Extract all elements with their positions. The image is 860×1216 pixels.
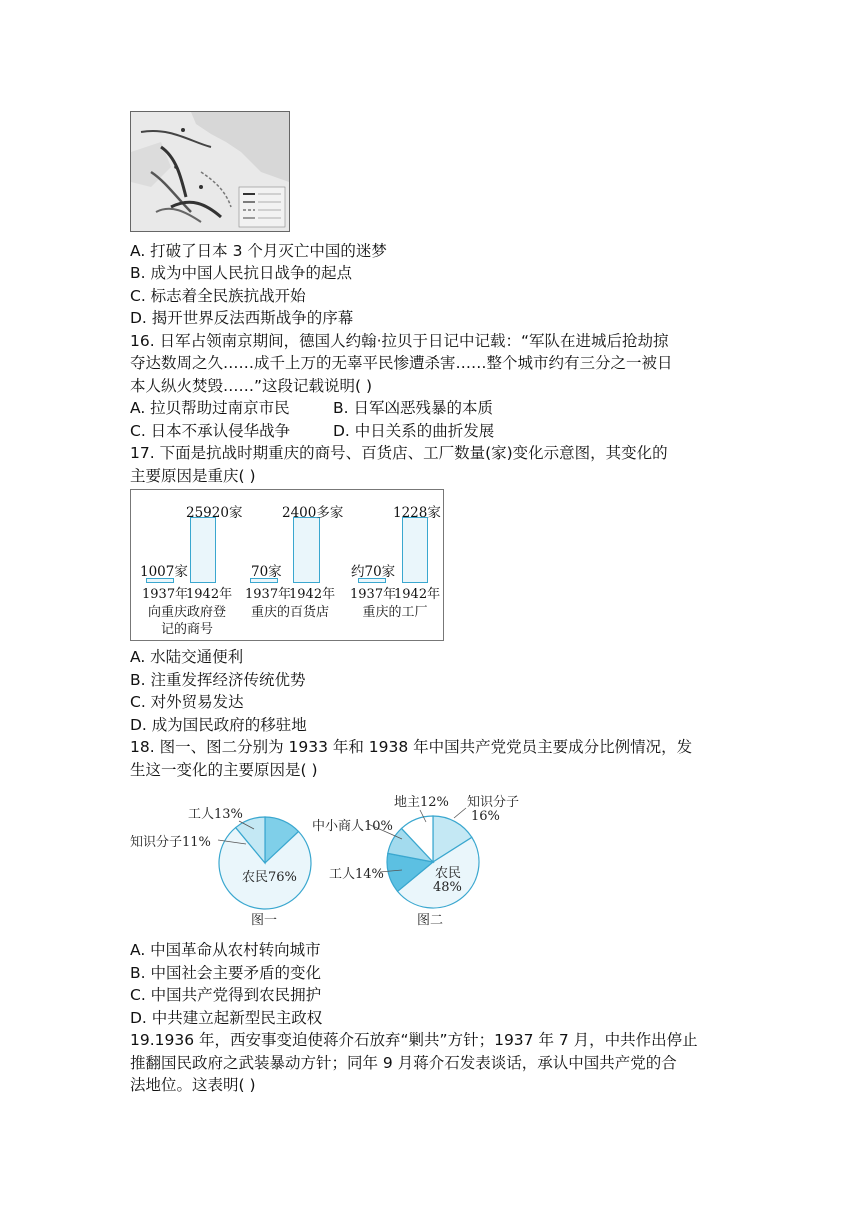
q15-option-d: D. 揭开世界反法西斯战争的序幕 [130, 309, 354, 327]
value-label-gongchang-1942: 1228家 [393, 505, 441, 521]
battle-map-image [130, 111, 290, 232]
chongqing-bar-chart [130, 489, 444, 641]
q17-option-b: B. 注重发挥经济传统优势 [130, 671, 306, 689]
q19-stem-line-3: 法地位。这表明( ) [130, 1076, 256, 1094]
q17-option-d: D. 成为国民政府的移驻地 [130, 716, 307, 734]
q16-option-d: D. 中日关系的曲折发展 [333, 422, 495, 440]
pie1-title: 图一 [251, 913, 278, 928]
q19-stem-line-1: 19.1936 年，西安事变迫使蒋介石放弃“剿共”方针；1937 年 7 月，中共作出停止 [130, 1031, 698, 1049]
q16-stem-line-2: 夺达数周之久……成千上万的无辜平民惨遭杀害……整个城市约有三分之一被日 [130, 354, 673, 372]
pie1-label-intellectual: 知识分子11% [130, 835, 211, 850]
q19-stem-line-2: 推翻国民政府之武装暴动方针；同年 9 月蒋介石发表谈话，承认中国共产党的合 [130, 1054, 677, 1072]
pie-chart-1933 [219, 817, 311, 909]
caption-baihuo: 重庆的百货店 [250, 605, 329, 620]
value-label-gongchang-1937: 约70家 [351, 564, 396, 580]
tick-label-shanghao-1942: 1942年 [186, 587, 233, 602]
bar-gongchang-1942 [402, 517, 428, 583]
q16-stem-line-1: 16. 日军占领南京期间，德国人约翰·拉贝于日记中记载：“军队在进城后抢劫掠 [130, 332, 669, 350]
tick-label-shanghao-1937: 1937年 [142, 587, 189, 602]
pie2-label-intellectual-line-2: 16% [471, 809, 500, 824]
pie2-label-peasant-line-2: 48% [433, 880, 462, 895]
pie1-label-peasant: 农民76% [242, 870, 297, 885]
q18-option-d: D. 中共建立起新型民主政权 [130, 1009, 323, 1027]
pie2-label-merchant: 中小商人10% [312, 819, 393, 834]
caption-gongchang: 重庆的工厂 [362, 605, 428, 620]
caption-shanghao-line-2: 记的商号 [160, 622, 213, 637]
value-label-shanghao-1942: 25920家 [186, 505, 243, 521]
q15-option-a: A. 打破了日本 3 个月灭亡中国的迷梦 [130, 242, 387, 260]
pie2-label-worker: 工人14% [329, 867, 384, 882]
q18-option-b: B. 中国社会主要矛盾的变化 [130, 964, 321, 982]
caption-shanghao-line-1: 向重庆政府登 [147, 605, 226, 620]
q18-option-a: A. 中国革命从农村转向城市 [130, 941, 321, 959]
q15-option-b: B. 成为中国人民抗日战争的起点 [130, 264, 352, 282]
value-label-baihuo-1942: 2400多家 [282, 505, 344, 521]
leader-line-intellectual-2 [454, 808, 466, 818]
pie2-label-intellectual-line-1: 知识分子 [467, 795, 520, 810]
q17-stem-line-1: 17. 下面是抗战时期重庆的商号、百货店、工厂数量(家)变化示意图，其变化的 [130, 444, 668, 462]
q16-option-b: B. 日军凶恶残暴的本质 [333, 399, 493, 417]
party-composition-pie-charts [128, 784, 528, 930]
bar-baihuo-1942 [293, 517, 320, 583]
q17-stem-line-2: 主要原因是重庆( ) [130, 467, 256, 485]
q18-stem-line-1: 18. 图一、图二分别为 1933 年和 1938 年中国共产党党员主要成分比例情况，发 [130, 738, 693, 756]
pie1-label-worker: 工人13% [188, 807, 243, 822]
tick-label-gongchang-1942: 1942年 [394, 587, 441, 602]
q16-option-a: A. 拉贝帮助过南京市民 [130, 399, 290, 417]
q15-option-c: C. 标志着全民族抗战开始 [130, 287, 306, 305]
pie2-label-peasant-line-1: 农民 [435, 866, 462, 881]
tick-label-baihuo-1942: 1942年 [289, 587, 336, 602]
q17-option-c: C. 对外贸易发达 [130, 693, 244, 711]
bar-shanghao-1942 [190, 517, 216, 583]
pie2-title: 图二 [417, 913, 444, 928]
value-label-baihuo-1937: 70家 [251, 564, 282, 580]
pie2-label-landlord: 地主12% [394, 795, 449, 810]
q18-stem-line-2: 生这一变化的主要原因是( ) [130, 761, 318, 779]
tick-label-baihuo-1937: 1937年 [245, 587, 292, 602]
map-graphic [131, 112, 289, 231]
q18-option-c: C. 中国共产党得到农民拥护 [130, 986, 322, 1004]
q16-option-c: C. 日本不承认侵华战争 [130, 422, 291, 440]
tick-label-gongchang-1937: 1937年 [350, 587, 397, 602]
q16-stem-line-3: 本人纵火焚毁……”这段记载说明( ) [130, 377, 373, 395]
value-label-shanghao-1937: 1007家 [140, 564, 188, 580]
q17-option-a: A. 水陆交通便利 [130, 648, 244, 666]
